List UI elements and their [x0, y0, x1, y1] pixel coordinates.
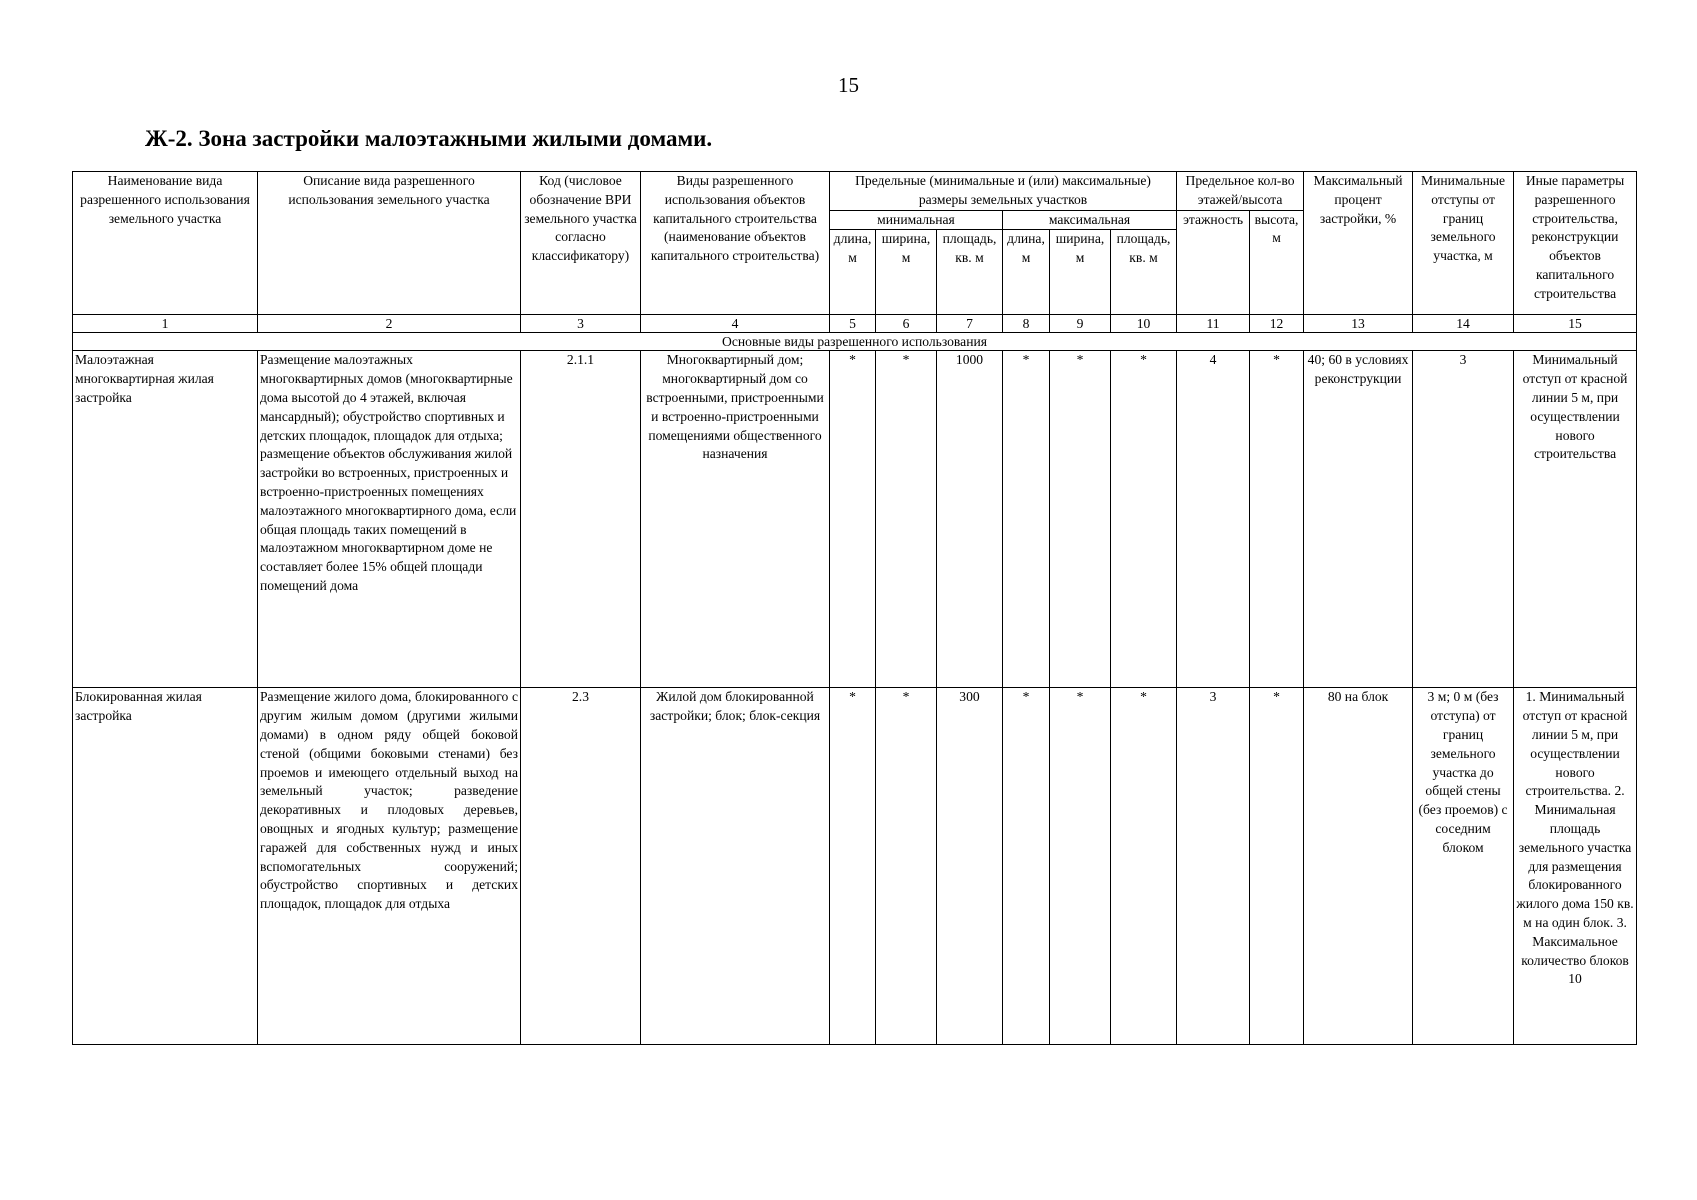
row-name: Малоэтажная многоквартирная жилая застройка: [73, 351, 258, 688]
page-number: 15: [838, 73, 859, 97]
column-number: 8: [1003, 315, 1050, 333]
column-number: 3: [521, 315, 641, 333]
column-number: 5: [830, 315, 876, 333]
header-plot-sizes: Предельные (минимальные и (или) максимальные) размеры земельных участков: [830, 172, 1177, 211]
row-description: Размещение жилого дома, блокированного с другим жилым домом (другими жилыми домами) в одном ряду общей боковой стеной (общими боковыми стенами) без проемов и имеющего отдельный выход на земельный участок; разведение декоративных и плодовых деревьев, овощных и ягодных культур; размещение гаражей для собственных нужд и иных вспомогательных сооружений; обустройство спортивных и детских площадок, площадок для отдыха: [258, 688, 521, 1045]
row-floors: 3: [1177, 688, 1250, 1045]
header-min-setbacks: Минимальные отступы от границ земельного участка, м: [1413, 172, 1514, 315]
column-number: 2: [258, 315, 521, 333]
row-code: 2.1.1: [521, 351, 641, 688]
header-min-area: площадь, кв. м: [937, 230, 1003, 315]
section-row: [73, 333, 1637, 351]
column-number: 1: [73, 315, 258, 333]
header-minimum: минимальная: [830, 210, 1003, 230]
table-row: [73, 351, 1637, 688]
row-objects: Жилой дом блокированной застройки; блок; блок-секция: [641, 688, 830, 1045]
header-object-types: Виды разрешенного использования объектов капитального строительства (наименование объектов капитального строительства): [641, 172, 830, 315]
row-percent: 80 на блок: [1304, 688, 1413, 1045]
row-height: *: [1250, 351, 1304, 688]
row-min-width: *: [876, 688, 937, 1045]
header-min-width: ширина, м: [876, 230, 937, 315]
column-number: 4: [641, 315, 830, 333]
header-floors-group: Предельное кол-во этажей/высота: [1177, 172, 1304, 211]
header-description: Описание вида разрешенного использования земельного участка: [258, 172, 521, 315]
row-percent: 40; 60 в условиях реконструкции: [1304, 351, 1413, 688]
row-objects: Многоквартирный дом; многоквартирный дом со встроенными, пристроенными и встроенно-пристроенными помещениями общественного назначения: [641, 351, 830, 688]
table-row: [73, 688, 1637, 1045]
column-number: 6: [876, 315, 937, 333]
column-number: 10: [1111, 315, 1177, 333]
row-description: Размещение малоэтажных многоквартирных домов (многоквартирные дома высотой до 4 этажей, включая мансардный); обустройство спортивных и детских площадок, площадок для отдыха; размещение объектов обслуживания жилой застройки во встроенных, пристроенных и встроенно-пристроенных помещениях малоэтажного многоквартирного дома, если общая площадь таких помещений в малоэтажном многоквартирном доме не составляет более 15% общей площади помещений дома: [258, 351, 521, 688]
row-other: 1. Минимальный отступ от красной линии 5 м, при осуществлении нового строительства. 2. Минимальная площадь земельного участка для размещения блокированного жилого дома 150 кв. м на один блок. 3. Максимальное количество блоков 10: [1514, 688, 1637, 1045]
column-number: 11: [1177, 315, 1250, 333]
header-other-params: Иные параметры разрешенного строительства, реконструкции объектов капитального строительства: [1514, 172, 1637, 315]
row-max-width: *: [1050, 688, 1111, 1045]
row-setbacks: 3: [1413, 351, 1514, 688]
column-number: 9: [1050, 315, 1111, 333]
header-maximum: максимальная: [1003, 210, 1177, 230]
header-max-length: длина, м: [1003, 230, 1050, 315]
header-max-percent: Максимальный процент застройки, %: [1304, 172, 1413, 315]
page-title: Ж-2. Зона застройки малоэтажными жилыми домами.: [145, 126, 713, 151]
section-title: Основные виды разрешенного использования: [73, 333, 1637, 351]
column-number: 12: [1250, 315, 1304, 333]
column-number: 13: [1304, 315, 1413, 333]
header-min-length: длина, м: [830, 230, 876, 315]
header-max-area: площадь, кв. м: [1111, 230, 1177, 315]
row-max-length: *: [1003, 688, 1050, 1045]
row-min-area: 300: [937, 688, 1003, 1045]
header-height: высота, м: [1250, 210, 1304, 315]
row-max-width: *: [1050, 351, 1111, 688]
row-min-area: 1000: [937, 351, 1003, 688]
row-name: Блокированная жилая застройка: [73, 688, 258, 1045]
row-setbacks: 3 м; 0 м (без отступа) от границ земельного участка до общей стены (без проемов) с соседним блоком: [1413, 688, 1514, 1045]
row-code: 2.3: [521, 688, 641, 1045]
row-min-length: *: [830, 688, 876, 1045]
row-floors: 4: [1177, 351, 1250, 688]
column-number: 15: [1514, 315, 1637, 333]
row-max-area: *: [1111, 688, 1177, 1045]
header-floors: этажность: [1177, 210, 1250, 315]
header-name: Наименование вида разрешенного использования земельного участка: [73, 172, 258, 315]
column-number: 7: [937, 315, 1003, 333]
header-max-width: ширина, м: [1050, 230, 1111, 315]
column-number: 14: [1413, 315, 1514, 333]
header-code: Код (числовое обозначение ВРИ земельного участка согласно классификатору): [521, 172, 641, 315]
row-min-width: *: [876, 351, 937, 688]
row-max-area: *: [1111, 351, 1177, 688]
row-max-length: *: [1003, 351, 1050, 688]
column-number-row: [73, 315, 1637, 333]
zone-regulations-table: [72, 171, 1637, 1045]
row-min-length: *: [830, 351, 876, 688]
row-other: Минимальный отступ от красной линии 5 м, при осуществлении нового строительства: [1514, 351, 1637, 688]
row-height: *: [1250, 688, 1304, 1045]
